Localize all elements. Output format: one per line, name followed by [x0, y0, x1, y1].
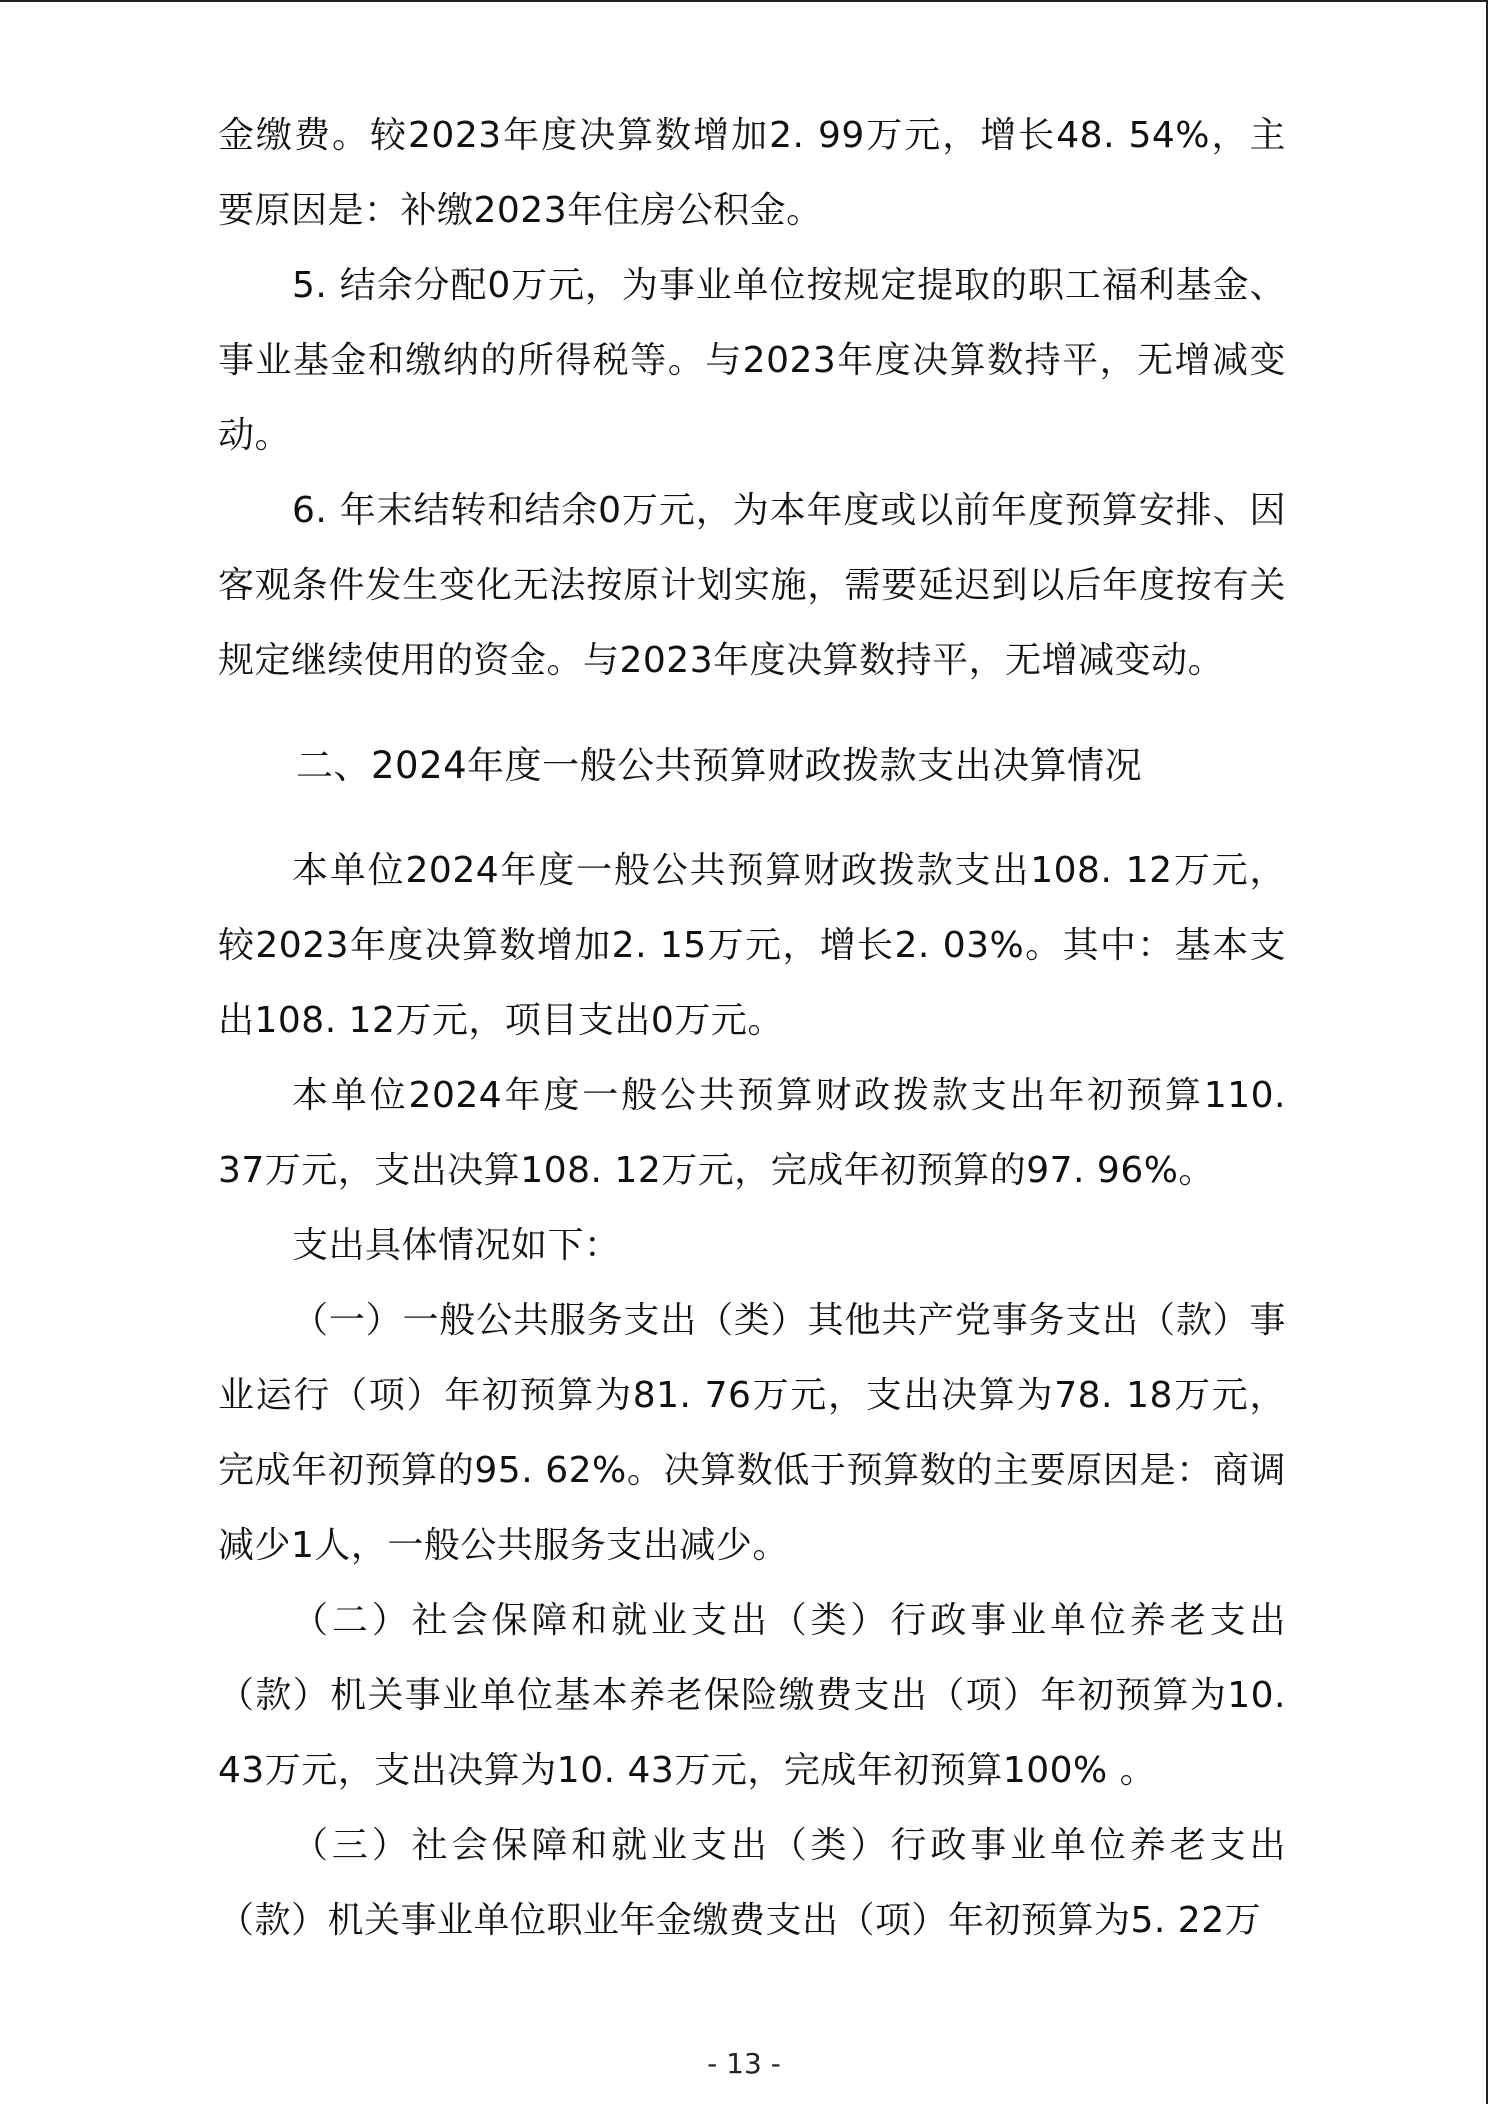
paragraph-surplus-distribution: 5. 结余分配0万元，为事业单位按规定提取的职工福利基金、事业基金和缴纳的所得税等。与2023年度决算数持平，无增减变动。 [218, 265, 1286, 456]
top-border-line [0, 0, 1488, 2]
section-heading: 二、2024年度一般公共预算财政拨款支出决算情况 [296, 744, 1143, 787]
paragraph-continuation: 金缴费。较2023年度决算数增加2. 99万元，增长48. 54%，主要原因是：补缴2023年住房公积金。 [218, 115, 1286, 231]
paragraph-budget-completion: 本单位2024年度一般公共预算财政拨款支出年初预算110. 37万元，支出决算108. 12万元，完成年初预算的97. 96%。 [218, 1075, 1286, 1191]
paragraph-details-intro: 支出具体情况如下： [292, 1225, 621, 1266]
paragraph-item-two: （二）社会保障和就业支出（类）行政事业单位养老支出（款）机关事业单位基本养老保险缴费支出（项）年初预算为10. 43万元，支出决算为10. 43万元，完成年初预算100% 。 [218, 1600, 1286, 1791]
paragraph-total-expenditure: 本单位2024年度一般公共预算财政拨款支出108. 12万元，较2023年度决算数增加2. 15万元，增长2. 03%。其中：基本支出108. 12万元，项目支出0万元。 [218, 850, 1286, 1041]
page-number: - 13 - [707, 2047, 781, 2080]
document-body [218, 98, 1286, 1958]
paragraph-item-three: （三）社会保障和就业支出（类）行政事业单位养老支出（款）机关事业单位职业年金缴费支出（项）年初预算为5. 22万 [218, 1825, 1286, 1941]
paragraph-item-one: （一）一般公共服务支出（类）其他共产党事务支出（款）事业运行（项）年初预算为81. 76万元，支出决算为78. 18万元，完成年初预算的95. 62%。决算数低于预算数的主要原因是：商调减少1人，一般公共服务支出减少。 [218, 1300, 1286, 1566]
paragraph-year-end-balance: 6. 年末结转和结余0万元，为本年度或以前年度预算安排、因客观条件发生变化无法按原计划实施，需要延迟到以后年度按有关规定继续使用的资金。与2023年度决算数持平，无增减变动。 [218, 490, 1286, 681]
